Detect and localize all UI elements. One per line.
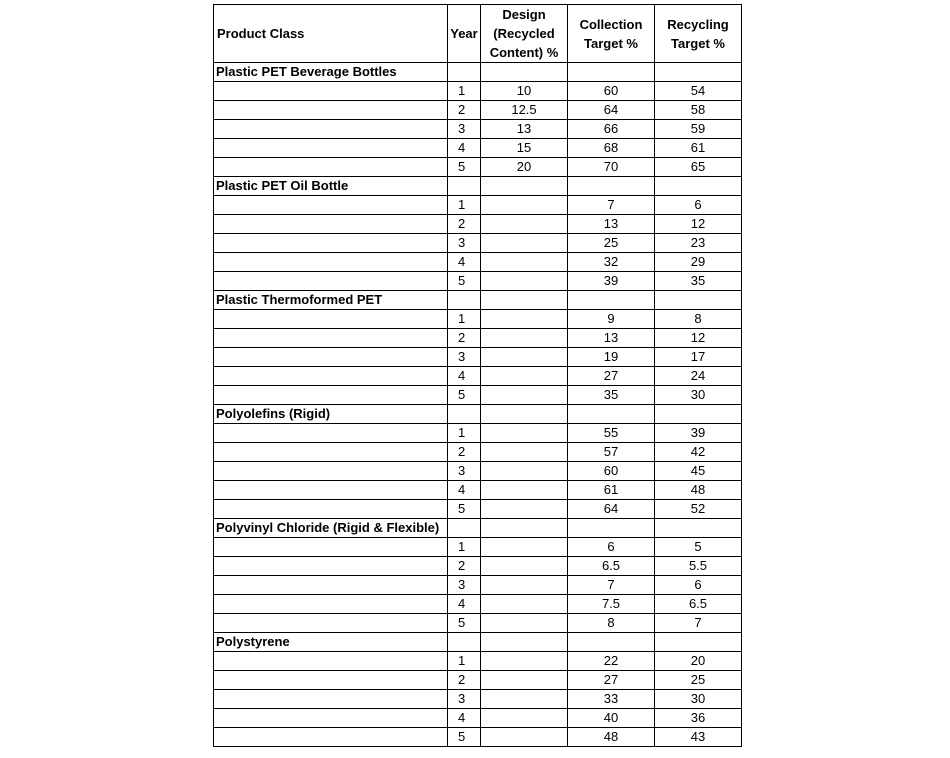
- empty-cell: [214, 462, 448, 481]
- collection-cell: 60: [568, 82, 655, 101]
- design-cell: [481, 500, 568, 519]
- recycling-cell: 12: [655, 329, 742, 348]
- table-row: [214, 614, 742, 633]
- collection-cell: 6.5: [568, 557, 655, 576]
- recycling-cell: 24: [655, 367, 742, 386]
- empty-cell: [214, 671, 448, 690]
- recycling-cell: 39: [655, 424, 742, 443]
- product-class-name: Polyolefins (Rigid): [214, 405, 448, 424]
- year-cell: 4: [448, 595, 481, 614]
- table-row: [214, 671, 742, 690]
- empty-cell: [568, 519, 655, 538]
- design-cell: [481, 576, 568, 595]
- collection-cell: 22: [568, 652, 655, 671]
- recycling-cell: 58: [655, 101, 742, 120]
- recycling-cell: 8: [655, 310, 742, 329]
- design-cell: [481, 310, 568, 329]
- design-cell: [481, 728, 568, 747]
- targets-table: [213, 4, 742, 747]
- collection-cell: 64: [568, 500, 655, 519]
- collection-cell: 9: [568, 310, 655, 329]
- table-row: [214, 538, 742, 557]
- header-row: [214, 5, 742, 63]
- empty-cell: [481, 177, 568, 196]
- collection-cell: 64: [568, 101, 655, 120]
- empty-cell: [655, 633, 742, 652]
- table-row: [214, 557, 742, 576]
- design-cell: [481, 329, 568, 348]
- recycling-cell: 12: [655, 215, 742, 234]
- recycling-cell: 35: [655, 272, 742, 291]
- empty-cell: [214, 614, 448, 633]
- table-row: [214, 500, 742, 519]
- table-row: [214, 215, 742, 234]
- collection-cell: 33: [568, 690, 655, 709]
- header-recycling: Recycling Target %: [655, 5, 742, 63]
- empty-cell: [214, 310, 448, 329]
- header-product-class: Product Class: [214, 5, 448, 63]
- group-row: [214, 405, 742, 424]
- design-cell: [481, 595, 568, 614]
- collection-cell: 7.5: [568, 595, 655, 614]
- table-row: [214, 310, 742, 329]
- empty-cell: [568, 177, 655, 196]
- header-design: Design (Recycled Content) %: [481, 5, 568, 63]
- design-cell: 10: [481, 82, 568, 101]
- recycling-cell: 23: [655, 234, 742, 253]
- empty-cell: [214, 329, 448, 348]
- year-cell: 3: [448, 576, 481, 595]
- empty-cell: [655, 63, 742, 82]
- design-cell: [481, 538, 568, 557]
- year-cell: 2: [448, 101, 481, 120]
- recycling-cell: 65: [655, 158, 742, 177]
- design-cell: [481, 215, 568, 234]
- header-collection: Collection Target %: [568, 5, 655, 63]
- collection-cell: 25: [568, 234, 655, 253]
- year-cell: 5: [448, 158, 481, 177]
- empty-cell: [448, 291, 481, 310]
- group-row: [214, 291, 742, 310]
- collection-cell: 40: [568, 709, 655, 728]
- empty-cell: [214, 443, 448, 462]
- collection-cell: 27: [568, 367, 655, 386]
- year-cell: 4: [448, 709, 481, 728]
- table-row: [214, 690, 742, 709]
- design-cell: 15: [481, 139, 568, 158]
- table-row: [214, 386, 742, 405]
- empty-cell: [214, 139, 448, 158]
- design-cell: [481, 253, 568, 272]
- design-cell: [481, 614, 568, 633]
- recycling-cell: 30: [655, 690, 742, 709]
- year-cell: 4: [448, 481, 481, 500]
- empty-cell: [214, 481, 448, 500]
- empty-cell: [214, 215, 448, 234]
- year-cell: 1: [448, 424, 481, 443]
- recycling-cell: 42: [655, 443, 742, 462]
- empty-cell: [214, 690, 448, 709]
- collection-cell: 61: [568, 481, 655, 500]
- table-row: [214, 424, 742, 443]
- empty-cell: [568, 405, 655, 424]
- recycling-cell: 30: [655, 386, 742, 405]
- year-cell: 4: [448, 367, 481, 386]
- design-cell: [481, 709, 568, 728]
- design-cell: 13: [481, 120, 568, 139]
- empty-cell: [214, 101, 448, 120]
- empty-cell: [214, 348, 448, 367]
- recycling-cell: 45: [655, 462, 742, 481]
- recycling-cell: 17: [655, 348, 742, 367]
- empty-cell: [214, 595, 448, 614]
- empty-cell: [481, 405, 568, 424]
- year-cell: 4: [448, 253, 481, 272]
- collection-cell: 32: [568, 253, 655, 272]
- empty-cell: [214, 500, 448, 519]
- empty-cell: [214, 82, 448, 101]
- table-row: [214, 367, 742, 386]
- table-row: [214, 709, 742, 728]
- empty-cell: [655, 177, 742, 196]
- empty-cell: [448, 633, 481, 652]
- empty-cell: [568, 63, 655, 82]
- year-cell: 1: [448, 652, 481, 671]
- empty-cell: [214, 272, 448, 291]
- design-cell: [481, 196, 568, 215]
- product-class-name: Plastic PET Oil Bottle: [214, 177, 448, 196]
- collection-cell: 27: [568, 671, 655, 690]
- collection-cell: 35: [568, 386, 655, 405]
- recycling-cell: 6.5: [655, 595, 742, 614]
- year-cell: 2: [448, 443, 481, 462]
- collection-cell: 7: [568, 576, 655, 595]
- year-cell: 5: [448, 386, 481, 405]
- collection-cell: 48: [568, 728, 655, 747]
- empty-cell: [214, 728, 448, 747]
- collection-cell: 60: [568, 462, 655, 481]
- design-cell: [481, 272, 568, 291]
- table-row: [214, 329, 742, 348]
- year-cell: 3: [448, 120, 481, 139]
- recycling-cell: 20: [655, 652, 742, 671]
- header-year: Year: [448, 5, 481, 63]
- year-cell: 4: [448, 139, 481, 158]
- recycling-cell: 25: [655, 671, 742, 690]
- empty-cell: [214, 386, 448, 405]
- collection-cell: 68: [568, 139, 655, 158]
- table-row: [214, 272, 742, 291]
- empty-cell: [214, 367, 448, 386]
- group-row: [214, 177, 742, 196]
- recycling-cell: 7: [655, 614, 742, 633]
- collection-cell: 13: [568, 329, 655, 348]
- collection-cell: 55: [568, 424, 655, 443]
- year-cell: 1: [448, 82, 481, 101]
- empty-cell: [448, 177, 481, 196]
- empty-cell: [214, 538, 448, 557]
- design-cell: [481, 386, 568, 405]
- table-row: [214, 462, 742, 481]
- recycling-cell: 6: [655, 576, 742, 595]
- table-row: [214, 101, 742, 120]
- empty-cell: [214, 158, 448, 177]
- design-cell: [481, 557, 568, 576]
- empty-cell: [214, 120, 448, 139]
- empty-cell: [655, 291, 742, 310]
- year-cell: 3: [448, 690, 481, 709]
- design-cell: [481, 671, 568, 690]
- recycling-cell: 61: [655, 139, 742, 158]
- table-row: [214, 443, 742, 462]
- year-cell: 1: [448, 538, 481, 557]
- design-cell: [481, 481, 568, 500]
- empty-cell: [214, 709, 448, 728]
- year-cell: 5: [448, 728, 481, 747]
- recycling-cell: 48: [655, 481, 742, 500]
- collection-cell: 39: [568, 272, 655, 291]
- group-row: [214, 633, 742, 652]
- recycling-cell: 5.5: [655, 557, 742, 576]
- empty-cell: [655, 405, 742, 424]
- collection-cell: 13: [568, 215, 655, 234]
- table-row: [214, 196, 742, 215]
- empty-cell: [214, 557, 448, 576]
- recycling-cell: 54: [655, 82, 742, 101]
- year-cell: 1: [448, 196, 481, 215]
- year-cell: 3: [448, 348, 481, 367]
- year-cell: 1: [448, 310, 481, 329]
- empty-cell: [655, 519, 742, 538]
- empty-cell: [448, 405, 481, 424]
- collection-cell: 70: [568, 158, 655, 177]
- design-cell: [481, 443, 568, 462]
- design-cell: 20: [481, 158, 568, 177]
- year-cell: 5: [448, 614, 481, 633]
- year-cell: 3: [448, 462, 481, 481]
- year-cell: 2: [448, 557, 481, 576]
- year-cell: 2: [448, 671, 481, 690]
- design-cell: [481, 424, 568, 443]
- product-class-name: Plastic PET Beverage Bottles: [214, 63, 448, 82]
- collection-cell: 57: [568, 443, 655, 462]
- design-cell: [481, 652, 568, 671]
- empty-cell: [214, 424, 448, 443]
- table-row: [214, 576, 742, 595]
- empty-cell: [481, 63, 568, 82]
- empty-cell: [214, 253, 448, 272]
- table-row: [214, 234, 742, 253]
- recycling-cell: 36: [655, 709, 742, 728]
- design-cell: 12.5: [481, 101, 568, 120]
- table-row: [214, 728, 742, 747]
- empty-cell: [481, 633, 568, 652]
- empty-cell: [214, 576, 448, 595]
- year-cell: 2: [448, 329, 481, 348]
- year-cell: 5: [448, 272, 481, 291]
- table-row: [214, 348, 742, 367]
- empty-cell: [568, 291, 655, 310]
- empty-cell: [481, 519, 568, 538]
- recycling-cell: 29: [655, 253, 742, 272]
- empty-cell: [568, 633, 655, 652]
- product-class-name: Polystyrene: [214, 633, 448, 652]
- collection-cell: 6: [568, 538, 655, 557]
- year-cell: 5: [448, 500, 481, 519]
- recycling-cell: 43: [655, 728, 742, 747]
- design-cell: [481, 367, 568, 386]
- year-cell: 3: [448, 234, 481, 253]
- empty-cell: [448, 63, 481, 82]
- table-row: [214, 120, 742, 139]
- table-row: [214, 481, 742, 500]
- table-row: [214, 652, 742, 671]
- empty-cell: [481, 291, 568, 310]
- recycling-cell: 59: [655, 120, 742, 139]
- group-row: [214, 519, 742, 538]
- recycling-cell: 6: [655, 196, 742, 215]
- recycling-cell: 52: [655, 500, 742, 519]
- table-row: [214, 595, 742, 614]
- design-cell: [481, 690, 568, 709]
- collection-cell: 66: [568, 120, 655, 139]
- design-cell: [481, 234, 568, 253]
- collection-cell: 19: [568, 348, 655, 367]
- product-class-name: Plastic Thermoformed PET: [214, 291, 448, 310]
- product-class-name: Polyvinyl Chloride (Rigid & Flexible): [214, 519, 448, 538]
- empty-cell: [448, 519, 481, 538]
- recycling-cell: 5: [655, 538, 742, 557]
- table-row: [214, 139, 742, 158]
- table-row: [214, 82, 742, 101]
- empty-cell: [214, 234, 448, 253]
- table-row: [214, 253, 742, 272]
- design-cell: [481, 348, 568, 367]
- group-row: [214, 63, 742, 82]
- collection-cell: 7: [568, 196, 655, 215]
- collection-cell: 8: [568, 614, 655, 633]
- empty-cell: [214, 196, 448, 215]
- design-cell: [481, 462, 568, 481]
- table-row: [214, 158, 742, 177]
- empty-cell: [214, 652, 448, 671]
- year-cell: 2: [448, 215, 481, 234]
